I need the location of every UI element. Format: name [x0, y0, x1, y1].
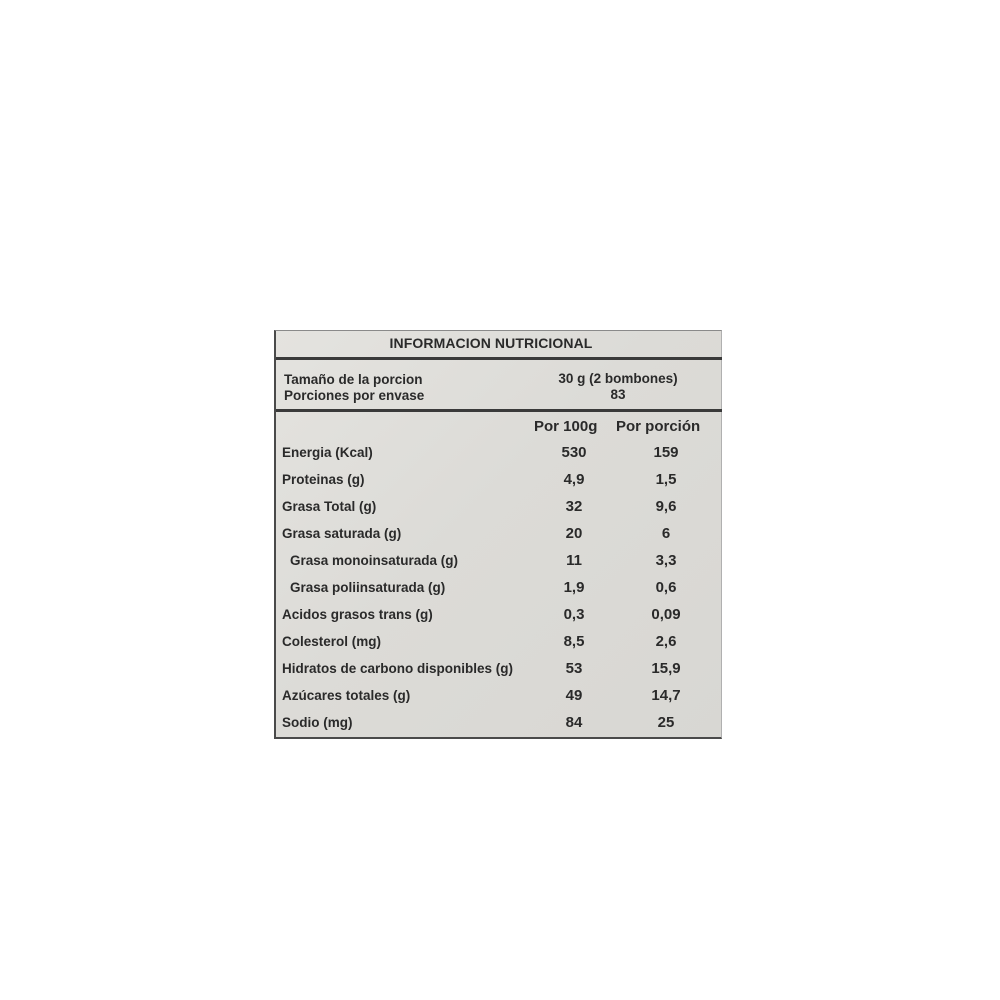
value-per-serving: 1,5 — [655, 471, 677, 488]
value-per100g: 84 — [565, 714, 583, 731]
label-title: INFORMACION NUTRICIONAL — [389, 335, 593, 351]
value-per-serving: 2,6 — [655, 633, 677, 650]
value-per100g: 11 — [566, 552, 582, 569]
divider-line — [276, 409, 722, 412]
column-header-per-serving: Por porción — [616, 418, 701, 435]
column-header-per100g: Por 100g — [534, 418, 598, 435]
value-per100g: 20 — [565, 525, 583, 542]
nutrient-row — [276, 602, 722, 628]
value-per100g: 1,9 — [563, 579, 585, 596]
value-per100g: 53 — [565, 660, 583, 677]
value-per-serving: 25 — [657, 714, 675, 731]
nutrient-name: Energia (Kcal) — [282, 445, 373, 460]
nutrient-row — [276, 548, 722, 574]
value-per-serving: 0,09 — [651, 606, 681, 623]
nutrient-row — [276, 467, 722, 493]
value-per-serving: 15,9 — [651, 660, 681, 677]
nutrition-label — [274, 330, 722, 739]
nutrient-name: Hidratos de carbono disponibles (g) — [282, 661, 514, 676]
value-per-serving: 0,6 — [655, 579, 677, 596]
nutrient-row — [276, 656, 722, 682]
serving-size-value: 30 g (2 bombones) — [558, 371, 678, 386]
nutrient-row — [276, 521, 722, 547]
value-per100g: 49 — [565, 687, 583, 704]
value-per-serving: 14,7 — [651, 687, 681, 704]
value-per100g: 8,5 — [563, 633, 585, 650]
nutrient-name: Azúcares totales (g) — [282, 688, 411, 703]
nutrient-row — [276, 683, 722, 709]
nutrient-row — [276, 440, 722, 466]
value-per100g: 0,3 — [563, 606, 585, 623]
value-per-serving: 3,3 — [655, 552, 677, 569]
value-per-serving: 6 — [661, 525, 671, 542]
serving-size-label: Tamaño de la porcion — [284, 372, 423, 387]
nutrient-row — [276, 710, 722, 736]
value-per100g: 32 — [565, 498, 583, 515]
nutrient-name: Grasa saturada (g) — [282, 526, 402, 541]
nutrient-name: Proteinas (g) — [282, 472, 365, 487]
value-per-serving: 159 — [653, 444, 679, 461]
value-per100g: 4,9 — [563, 471, 585, 488]
nutrient-name: Grasa Total (g) — [282, 499, 377, 514]
nutrient-name: Grasa poliinsaturada (g) — [290, 580, 446, 595]
value-per100g: 530 — [561, 444, 587, 461]
nutrient-name: Colesterol (mg) — [282, 634, 382, 649]
nutrient-row — [276, 629, 722, 655]
nutrient-name: Grasa monoinsaturada (g) — [290, 553, 459, 568]
servings-per-container-label: Porciones por envase — [284, 388, 425, 403]
nutrient-row — [276, 575, 722, 601]
nutrient-name: Acidos grasos trans (g) — [282, 607, 433, 622]
nutrient-row — [276, 494, 722, 520]
servings-per-container-value: 83 — [610, 387, 626, 402]
nutrient-name: Sodio (mg) — [282, 715, 353, 730]
divider-line — [276, 357, 722, 360]
value-per-serving: 9,6 — [655, 498, 677, 515]
